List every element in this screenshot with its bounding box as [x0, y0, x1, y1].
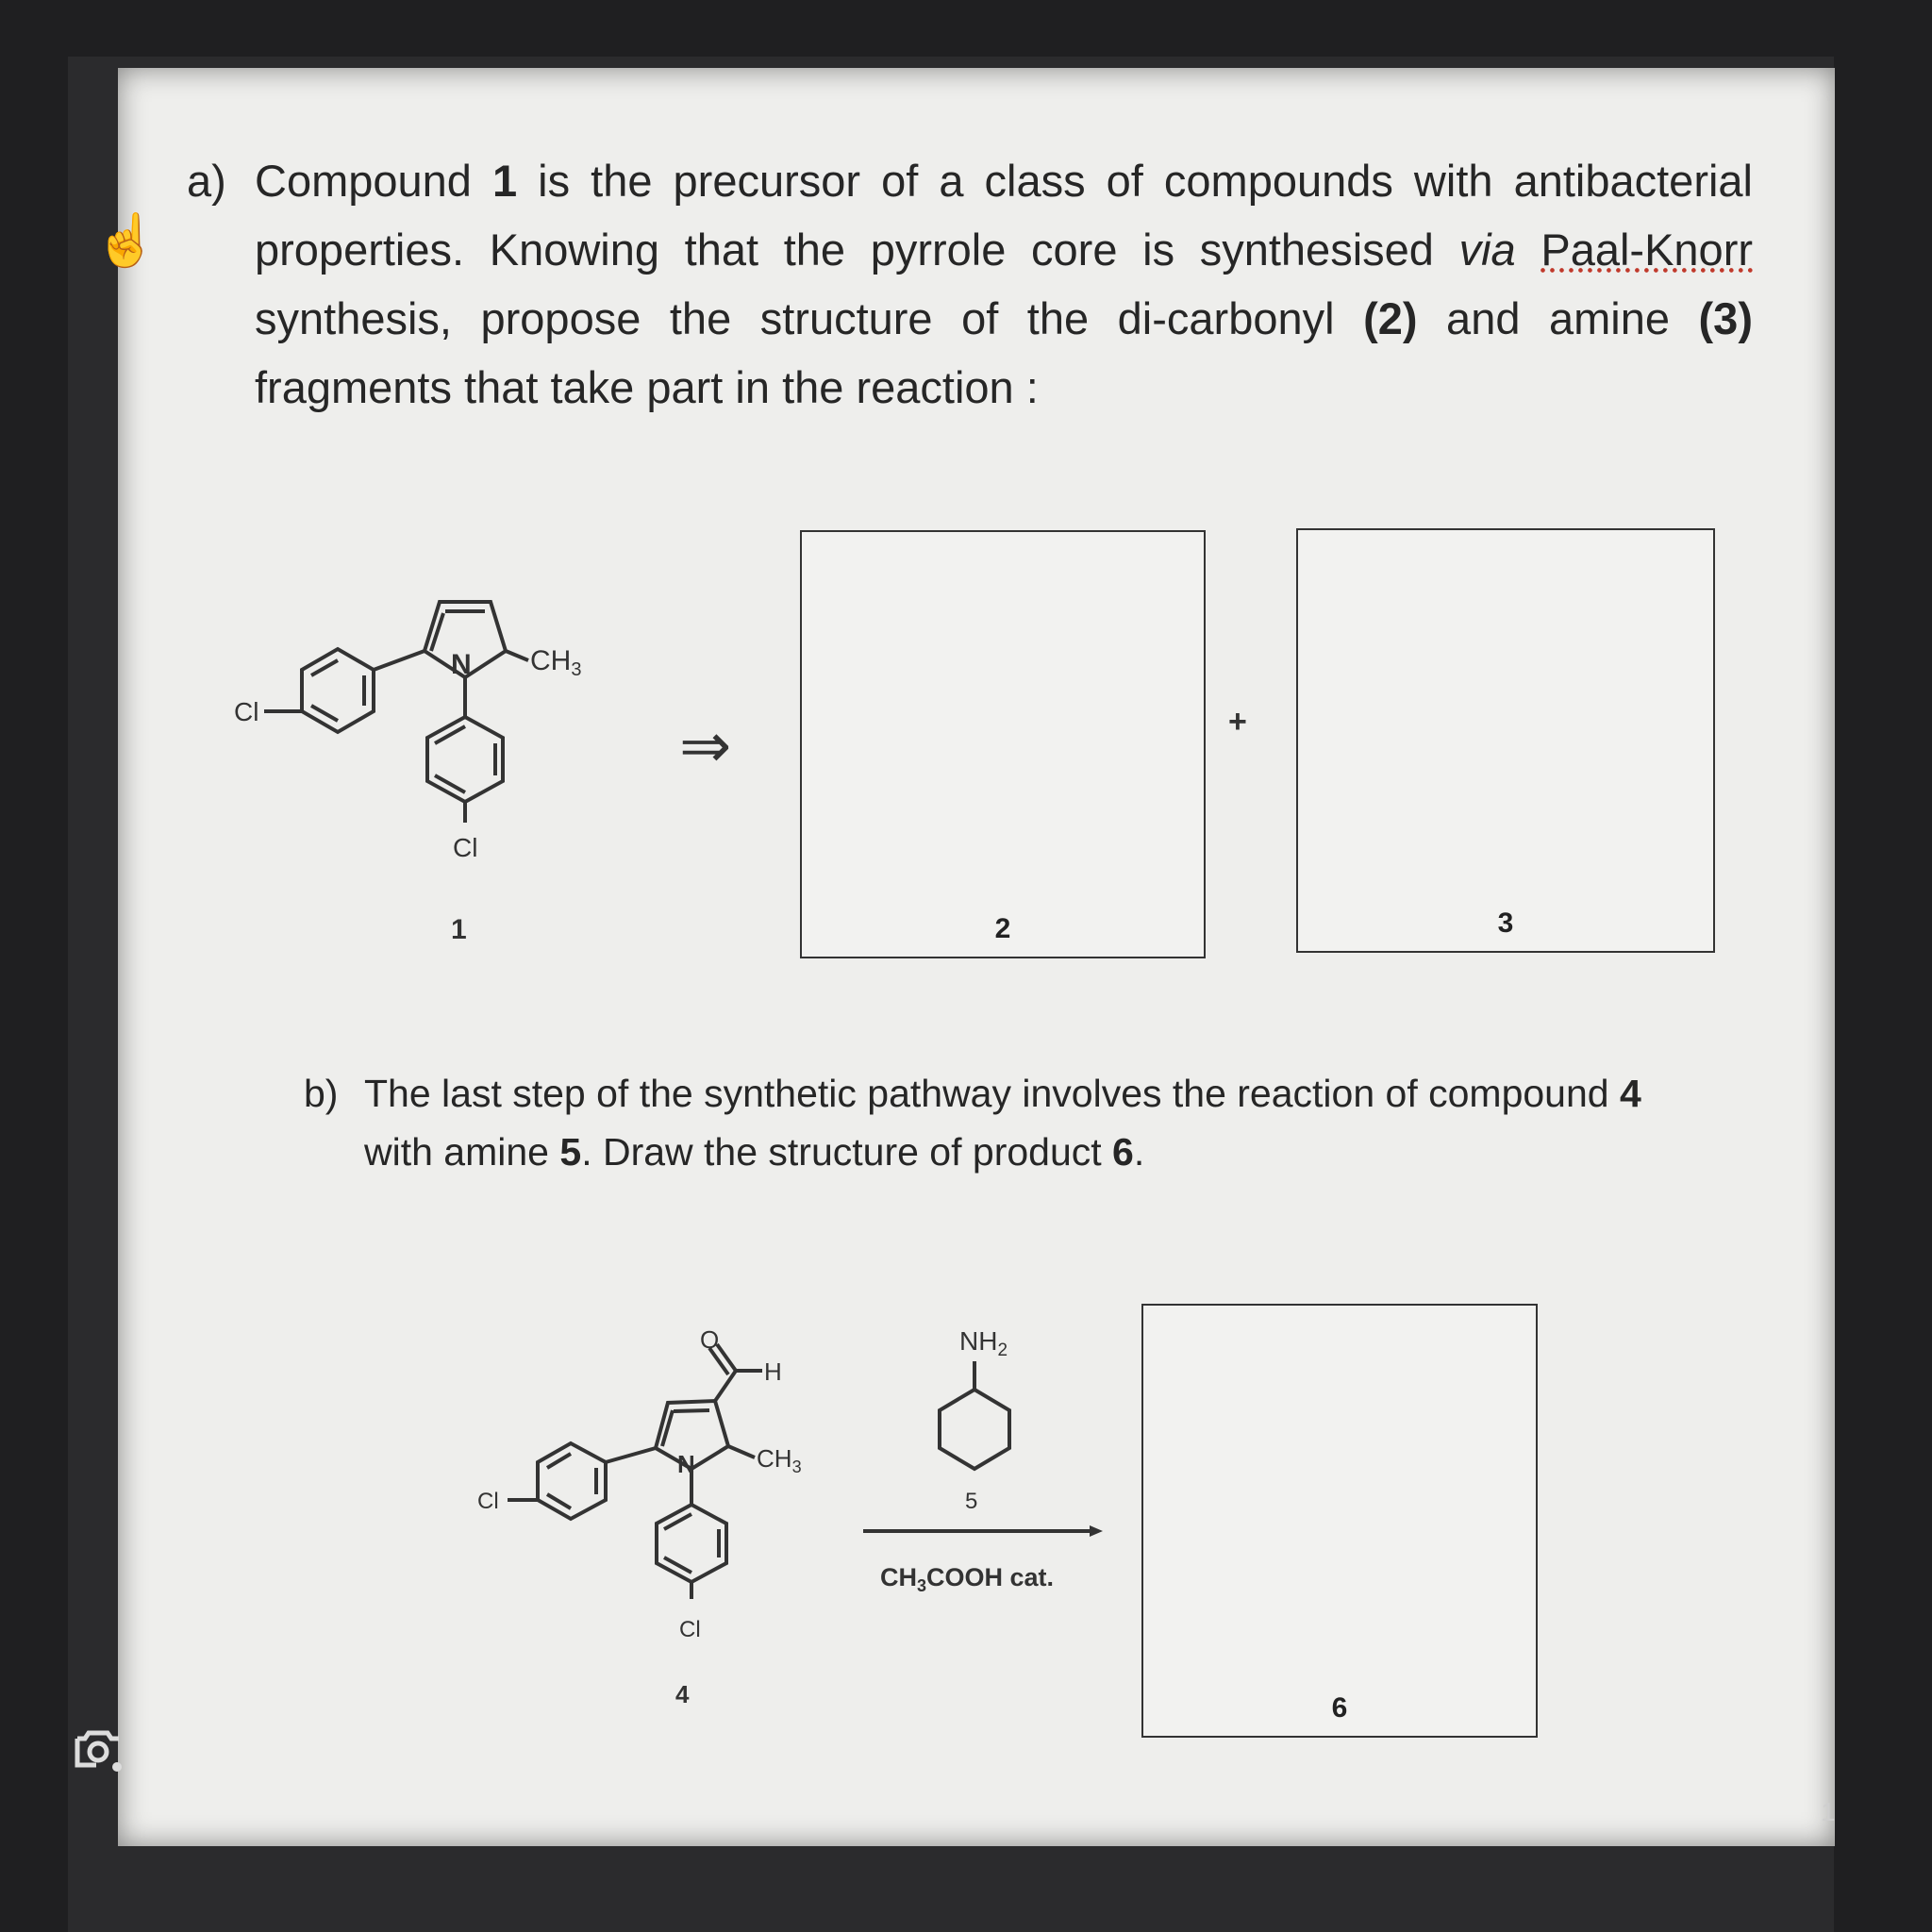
camera-search-icon[interactable] — [68, 1722, 128, 1782]
answer-box-3[interactable] — [1296, 528, 1715, 953]
hand-cursor-icon: ☝ — [94, 212, 158, 269]
ch3-label-4: $CH_3$ — [757, 1444, 802, 1476]
edge-page-number: 1 — [1821, 1797, 1836, 1826]
ch3-label: $CH_3$ — [530, 645, 582, 680]
qa-compound-2: (2) — [1363, 293, 1418, 343]
qb-compound-6: 6 — [1112, 1130, 1134, 1174]
qa-compound-1: 1 — [491, 156, 518, 206]
o-label: O — [700, 1325, 720, 1354]
qa-text-5: and amine — [1417, 293, 1699, 343]
plus-sign: + — [1228, 704, 1247, 740]
h-label: H — [764, 1357, 782, 1386]
qa-text-4: synthesis, propose the structure of the di-carbonyl — [255, 293, 1364, 343]
qb-text-3: . Draw the structure of product — [581, 1130, 1113, 1174]
nh2-label: $NH_2$ — [959, 1326, 1008, 1360]
retrosynthesis-arrow: ⇒ — [679, 710, 732, 780]
qb-text-1: The last step of the synthetic pathway involves the reaction of compound — [364, 1072, 1620, 1115]
qb-text-4: . — [1133, 1130, 1145, 1174]
question-a — [187, 146, 1753, 422]
answer-box-2[interactable] — [800, 530, 1206, 958]
question-b — [304, 1064, 1700, 1181]
qa-paal-knorr: Paal-Knorr — [1541, 225, 1753, 275]
cl-label-4-left: Cl — [477, 1489, 499, 1514]
answer-box-6[interactable] — [1141, 1304, 1538, 1738]
question-b-text — [364, 1064, 1700, 1181]
compound-4-number: 4 — [675, 1680, 690, 1708]
n-label: N — [451, 649, 472, 680]
n-label-4: N — [677, 1450, 695, 1478]
qb-text-2: with amine — [364, 1130, 560, 1174]
compound-1-number: 1 — [451, 914, 467, 945]
question-a-label: a) — [187, 156, 226, 206]
qa-via: via — [1458, 225, 1516, 275]
qa-text-2: is the precursor of a class of compounds with antibacterial properties. Knowing that the pyrrole core is synthesised — [255, 156, 1753, 275]
box-2-label: 2 — [994, 913, 1011, 944]
qa-text-3 — [1516, 225, 1541, 275]
question-a-text — [255, 146, 1753, 422]
amine-5-and-arrow — [854, 1316, 1118, 1618]
qa-text-6: fragments that take part in the reaction : — [255, 362, 1039, 412]
compound-4-structure — [462, 1316, 849, 1722]
cl-label-left: Cl — [234, 697, 259, 726]
cl-label-bottom: Cl — [453, 833, 478, 862]
question-b-label: b) — [304, 1072, 339, 1115]
box-3-label: 3 — [1497, 908, 1514, 939]
reagent-label: $CH_3COOH$ cat. — [880, 1563, 1055, 1595]
qb-compound-5: 5 — [559, 1130, 582, 1174]
box-6-label: 6 — [1331, 1692, 1348, 1724]
qb-compound-4: 4 — [1619, 1072, 1641, 1115]
compound-1-structure — [226, 575, 623, 953]
qa-text-1: Compound — [255, 156, 492, 206]
cl-label-4-bottom: Cl — [679, 1617, 701, 1642]
compound-5-number: 5 — [965, 1489, 978, 1514]
qa-compound-3: (3) — [1698, 293, 1753, 343]
